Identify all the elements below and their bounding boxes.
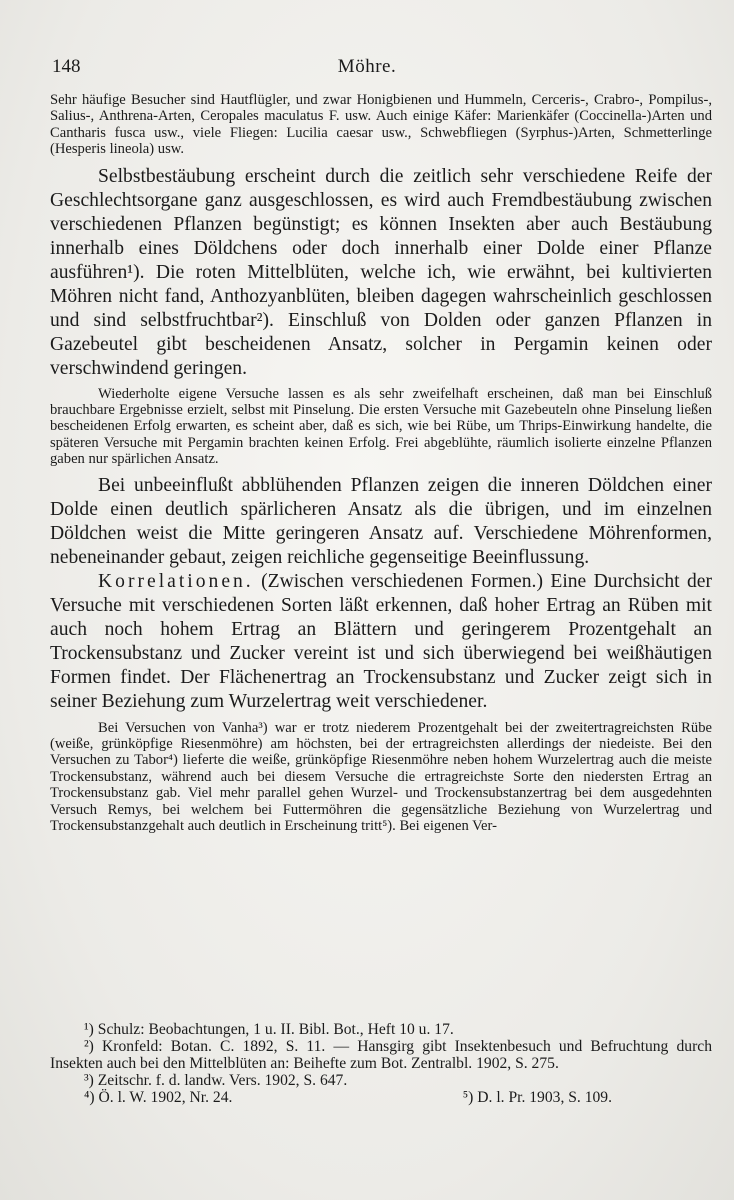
correlations-text: (Zwischen verschiedenen Formen.) Eine Durchsicht der Versuche mit verschiedenen Sorten läßt erkennen, daß hoher Ertrag an Rüben mit auch noch hohem Ertrag an Blättern und geringerem Prozentgehalt an Trockensubstanz und Zucker vereint ist und sich überwiegend bei weißhäutigen Formen findet. Der Flächenertrag an Trockensubstanz und Zucker zeigt sich in seiner Beziehung zum Wurzelertrag weit verschiedener. — [50, 570, 712, 712]
footnote-row — [50, 1089, 712, 1106]
footnote-4: ⁴) Ö. l. W. 1902, Nr. 24. — [84, 1089, 233, 1106]
footnote-3: ³) Zeitschr. f. d. landw. Vers. 1902, S. 647. — [84, 1072, 348, 1089]
footnote-2: ²) Kronfeld: Botan. C. 1892, S. 11. — Hansgirg gibt Insektenbesuch und Befruchtung durch Insekten auch bei den Mittelblüten an: Beihefte zum Bot. Zentralbl. 1902, S. 275. — [50, 1038, 712, 1072]
page-header — [50, 56, 684, 82]
footnotes — [50, 1021, 712, 1106]
page-body — [50, 92, 712, 835]
footnote-5: ⁵) D. l. Pr. 1903, S. 109. — [462, 1089, 612, 1106]
running-head: Möhre. — [337, 56, 397, 77]
paragraph-own-experiments: Wiederholte eigene Versuche lassen es als sehr zweifelhaft erscheinen, daß man bei Einschluß brauchbare Ergebnisse erzielt, selbst mit Pinselung. Die ersten Versuche mit Gazebeuteln ohne Pinselung ließen bescheidenen Erfolg erwarten, es scheint aber, daß es sich, wie bei Rübe, um Thrips-Einwirkung handelte, die späteren Versuche mit Pergamin brachten keinen Erfolg. Frei abgeblühte, räumlich isolierte einzelne Pflanzen gaben nur spärlichen Ansatz. — [50, 385, 712, 468]
paragraph-umbels: Bei unbeeinflußt abblühenden Pflanzen zeigen die inneren Döldchen einer Dolde einen deutlich spärlicheren Ansatz als die übrigen, und im einzelnen Döldchen weist die Mitte geringeren Ansatz auf. Verschiedene Möhrenformen, nebeneinander gebaut, zeigen reichliche gegenseitige Beeinflussung. — [50, 474, 712, 568]
page-number: 148 — [52, 56, 81, 77]
correlations-heading: Korrelationen. — [98, 570, 254, 592]
paragraph-self-pollination: Selbstbestäubung erscheint durch die zeitlich sehr verschiedene Reife der Geschlechtsorgane ganz ausgeschlossen, es wird auch Fremdbestäubung zwischen verschiedenen Pflanzen begünstigt; es können Insekten aber auch Bestäubung innerhalb eines Döldchens oder doch innerhalb einer Dolde einer Pflanze ausführen¹). Die roten Mittelblüten, welche ich, wie erwähnt, bei kultivierten Möhren nicht fand, Anthozyanblüten, bleiben dagegen wahrscheinlich geschlossen und sind selbstfruchtbar²). Einschluß von Dolden oder ganzen Pflanzen in Gazebeutel gibt bescheidenen Ansatz, solcher in Pergamin keinen oder verschwindend geringen. — [50, 165, 712, 379]
paragraph-vanha-trials: Bei Versuchen von Vanha³) war er trotz niederem Prozentgehalt bei der zweitertragreichsten Rübe (weiße, grünköpfige Riesenmöhre) am höchsten, bei der ertragreichsten allerdings der niedeiste. Bei den Versuchen zu Tabor⁴) lieferte die weiße, grünköpfige Riesenmöhre neben hohem Wurzelertrag auch die meiste Trockensubstanz, während auch bei diesem Versuche die ertragreichste Sorte den niedersten Ertrag an Trockensubstanz gab. Viel mehr parallel gehen Wurzel- und Trockensubstanzertrag bei dem ausgedehnten Versuch Remys, bei welchem bei Futtermöhren die gegensätzliche Beziehung von Wurzelertrag und Trockensubstanzgehalt auch deutlich in Erscheinung tritt⁵). Bei eigenen Ver- — [50, 719, 712, 835]
paragraph-visitors: Sehr häufige Besucher sind Hautflügler, und zwar Honigbienen und Hummeln, Cerceris-, Crabro-, Pompilus-, Salius-, Anthrena-Arten, Ceropales maculatus F. usw. Auch einige Käfer: Marienkäfer (Coccinella-)Arten und Cantharis fusca usw., viele Fliegen: Lucilia caesar usw., Schwebfliegen (Syrphus-)Arten, Schmetterlinge (Hesperis lineola) usw. — [50, 92, 712, 158]
paragraph-correlations — [50, 570, 712, 714]
footnote-1: ¹) Schulz: Beobachtungen, 1 u. II. Bibl. Bot., Heft 10 u. 17. — [84, 1021, 454, 1038]
